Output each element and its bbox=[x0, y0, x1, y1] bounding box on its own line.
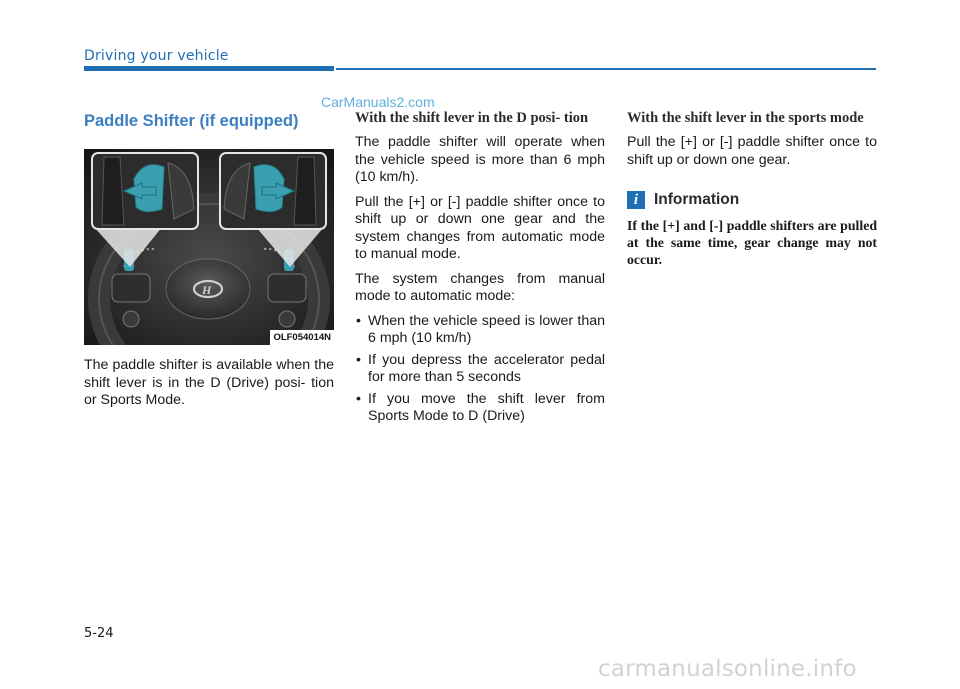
section-header: Driving your vehicle bbox=[84, 48, 229, 64]
info-icon: i bbox=[627, 191, 645, 209]
svg-text:H: H bbox=[202, 283, 212, 297]
figure-caption: OLF054014N bbox=[270, 330, 334, 345]
list-item: • If you depress the accelerator pedal for more than 5 seconds bbox=[355, 352, 605, 387]
column-3 bbox=[627, 110, 877, 268]
watermark-top: CarManuals2.com bbox=[321, 94, 435, 110]
paragraph-pull: Pull the [+] or [-] paddle shifter once to shift up or down one gear and the system changes from automatic mode to manual mode. bbox=[355, 193, 605, 262]
information-title: Information bbox=[654, 191, 740, 208]
column-2 bbox=[355, 110, 605, 430]
intro-paragraph: The paddle shifter is available when the shift lever is in the D (Drive) posi- tion or Sports Mode. bbox=[84, 357, 334, 408]
paragraph-auto: The system changes from manual mode to automatic mode: bbox=[355, 270, 605, 304]
paddle-shifter-figure bbox=[84, 149, 334, 345]
paragraph-sports: Pull the [+] or [-] paddle shifter once to shift up or down one gear. bbox=[627, 134, 877, 168]
header-rule-thick bbox=[84, 66, 334, 71]
list-item: • If you move the shift lever from Sports Mode to D (Drive) bbox=[355, 391, 605, 426]
bullet-list bbox=[355, 313, 605, 426]
watermark-bottom: carmanualsonline.info bbox=[598, 656, 857, 682]
list-item: • When the vehicle speed is lower than 6 mph (10 km/h) bbox=[355, 313, 605, 348]
information-text: If the [+] and [-] paddle shifters are pulled at the same time, gear change may not occur. bbox=[627, 218, 877, 267]
steering-wheel-illustration bbox=[84, 149, 334, 345]
header-rule-thin bbox=[336, 68, 876, 70]
page-title: Paddle Shifter (if equipped) bbox=[84, 112, 299, 130]
subhead-sports-mode: With the shift lever in the sports mode bbox=[627, 110, 864, 126]
column-1 bbox=[84, 110, 334, 417]
paragraph-speed: The paddle shifter will operate when the vehicle speed is more than 6 mph (10 km/h). bbox=[355, 134, 605, 185]
page-number: 5-24 bbox=[84, 626, 114, 641]
subhead-d-position: With the shift lever in the D posi- tion bbox=[355, 110, 589, 126]
information-header bbox=[627, 191, 877, 209]
